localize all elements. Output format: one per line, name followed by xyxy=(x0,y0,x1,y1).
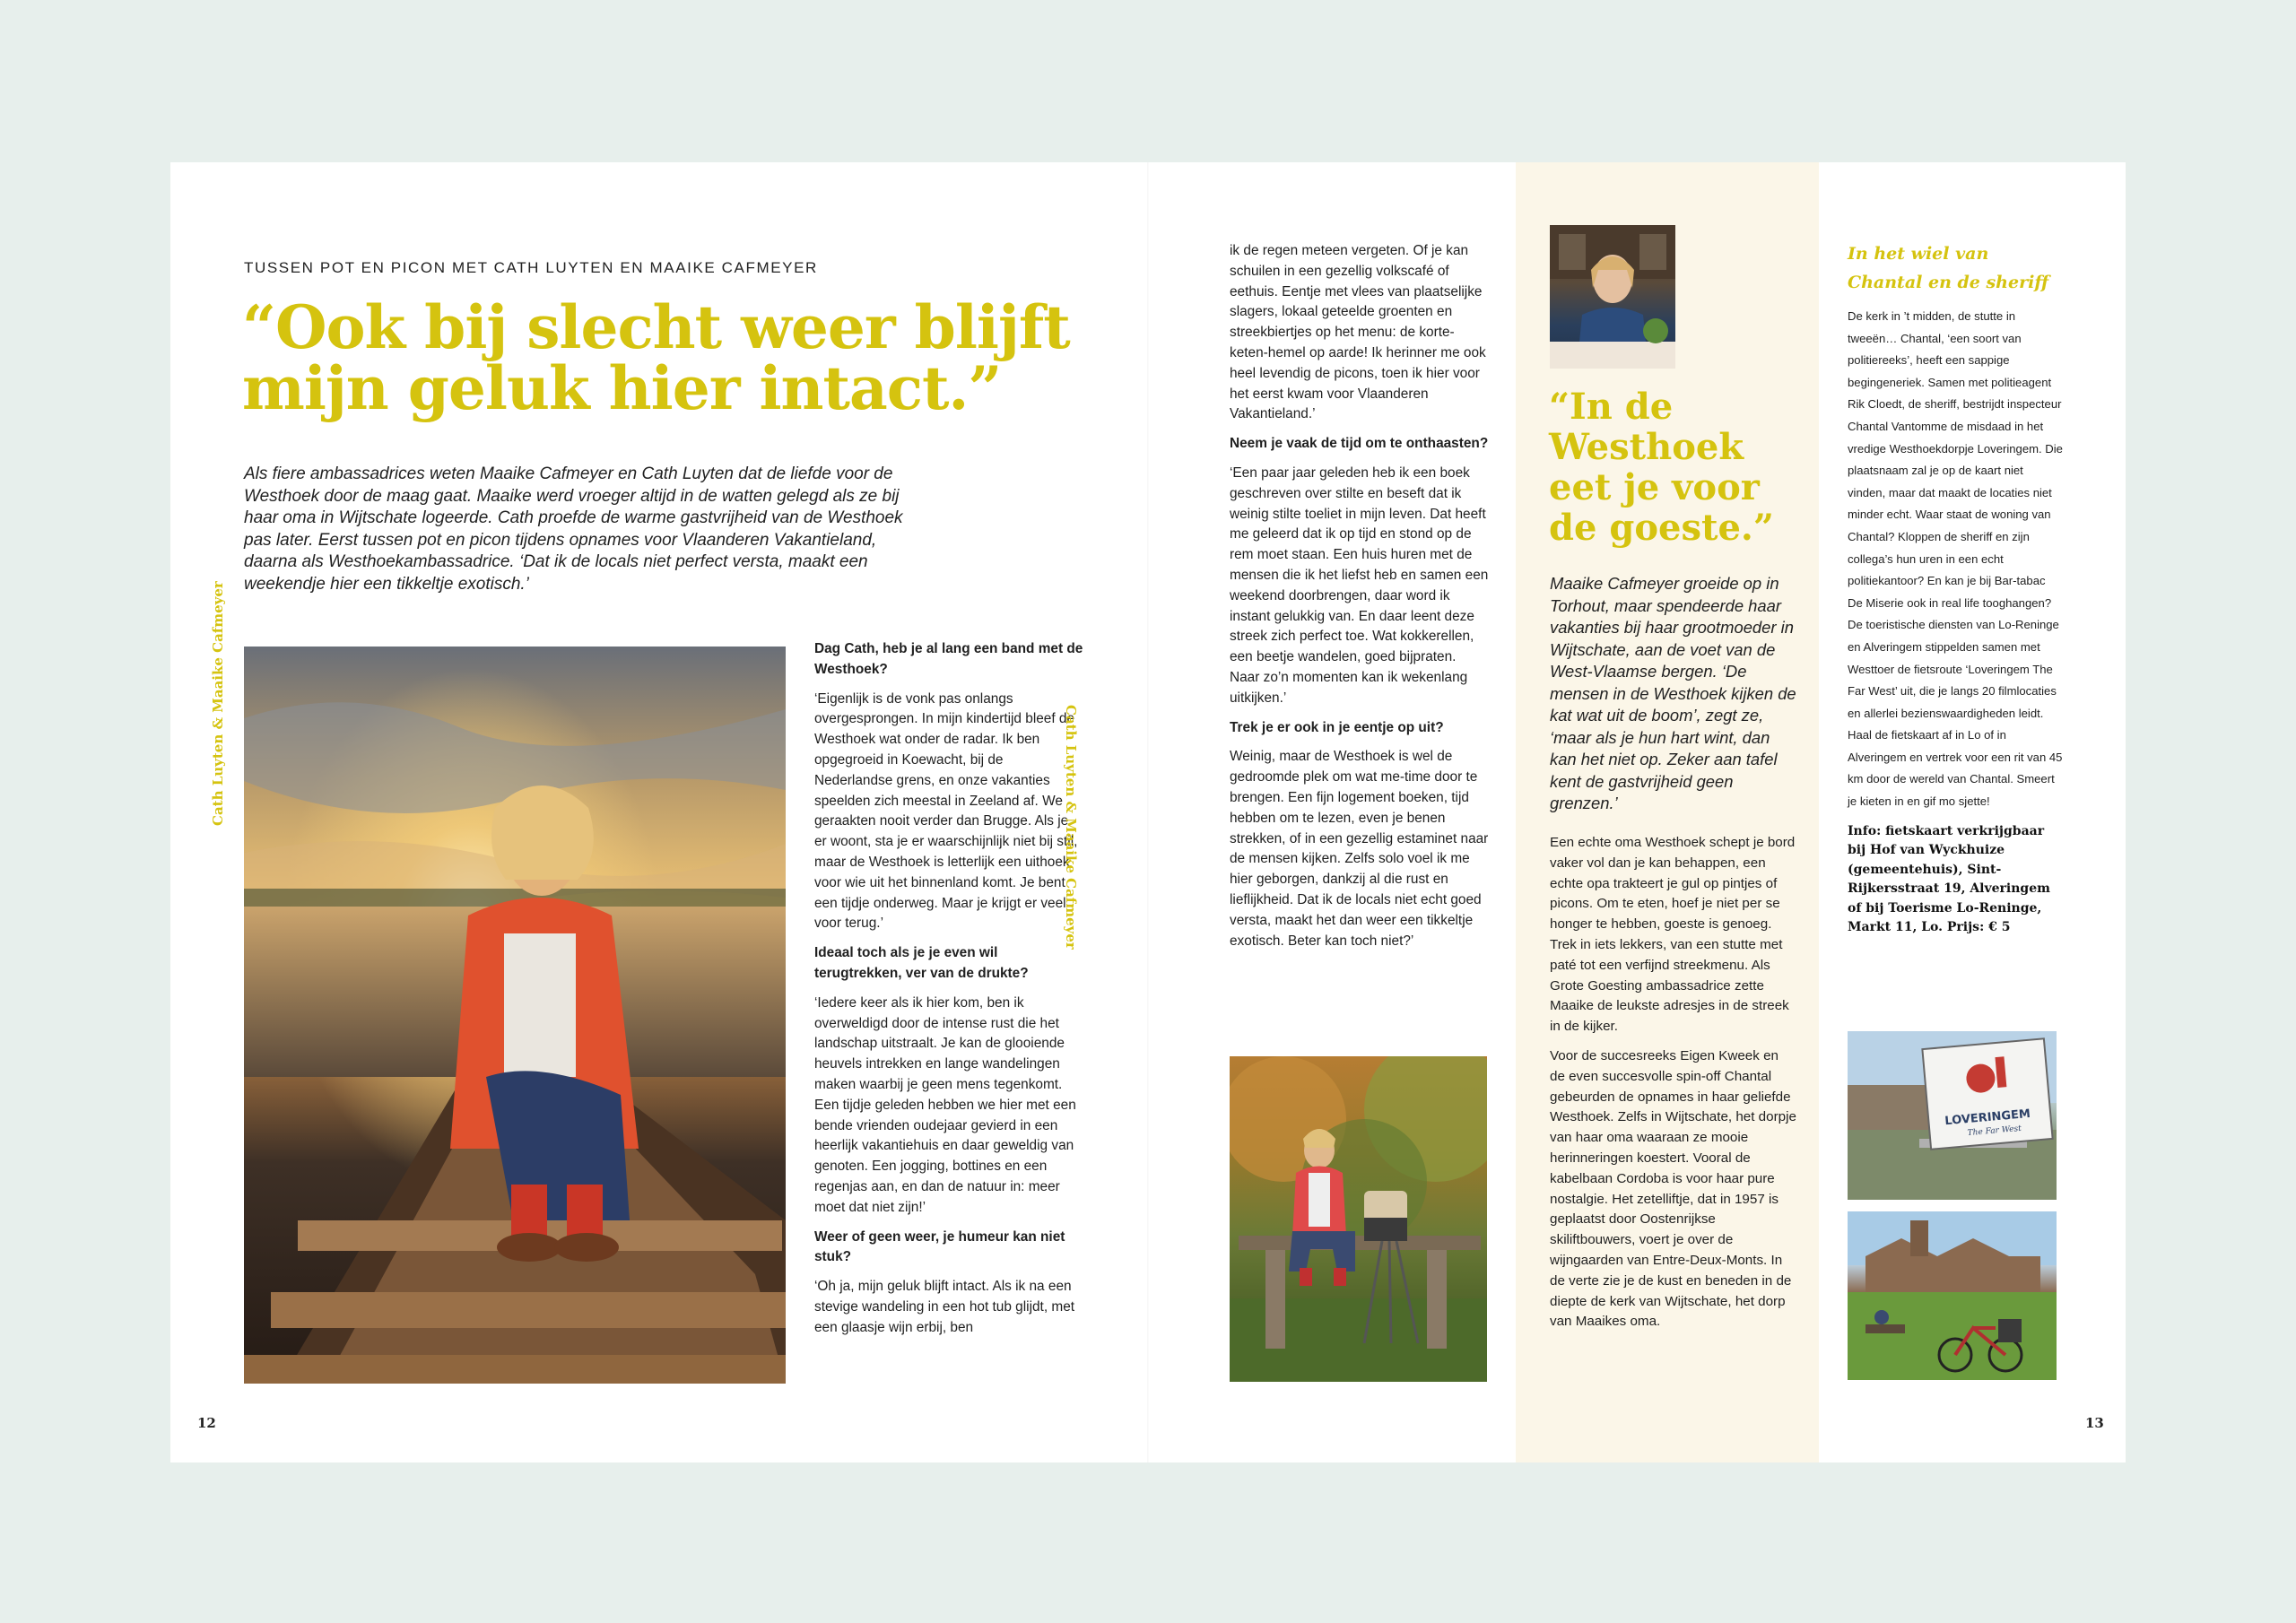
sign-photo-illustration xyxy=(1848,1031,2057,1200)
interview-answer: ‘Iedere keer als ik hier kom, ben ik overweldigd door de intense rust die het landschap uitstraalt. Je kan de glooiende heuvels intrekken en lange wandelingen maken waarbij je geen mens tegenkomt. Een tijdje geleden hebben we hier met een bende vrienden oudejaar gevierd in een heerlijk vakantiehuis en daar geweldig van genoten. Een jogging, bottines en een regenjas aan, en dan de natuur in: meer moet dat niet zijn!’ xyxy=(814,994,1076,1215)
headline-line-2: mijn geluk hier intact.” xyxy=(242,353,1002,423)
article-column-1 xyxy=(814,639,1083,1348)
interview-question: Weer of geen weer, je humeur kan niet stuk? xyxy=(814,1228,1065,1265)
interview-question: Neem je vaak de tijd om te onthaasten? xyxy=(1230,436,1489,452)
page-number-right: 13 xyxy=(2085,1415,2104,1431)
interview-answer: ‘Eigenlijk is de vonk pas onlangs overgesprongen. In mijn kindertijd bleef de Westhoek wat onder de radar. Ik ben opgegroeid in Koewacht, bij de Nederlandse grens, en onze vakanties speelden zich meestal in Zeeland af. We geraakten nooit verder dan Brugge. Als je er woont, sta je er waarschijnlijk niet bij stil, maar de Westhoek is letterlijk een uithoek voor wie uit het binnenland komt. Je bent een tijdje onderweg. Maar je krijgt er veel voor terug.’ xyxy=(814,690,1078,932)
bench-photo-illustration xyxy=(1230,1056,1487,1382)
magazine-spread xyxy=(170,162,2126,1462)
interview-answer: Weinig, maar de Westhoek is wel de gedroomde plek om wat me-time door te brengen. Een fijn logement boeken, tijd hebben om te lezen, even je benen strekken, of in een gezellig estaminet naar de mensen kijken. Zelfs solo voel ik me hier geborgen, dankzij al die rust en lieflijkheid. Dat ik de locals niet echt goed versta, maakt het dan weer een tikkeltje exotisch. Beter kan toch niet?’ xyxy=(1230,749,1489,949)
photo-loveringem-sign xyxy=(1848,1031,2057,1200)
interview-answer: ‘Een paar jaar geleden heb ik een boek geschreven over stilte en beseft dat ik weinig stilte toeliet in mijn leven. Dat heeft me geleerd dat ik op tijd en stond op de rem moet staan. Een huis huren met de mensen die ik het liefst heb en samen een weekend doorbrengen, daar word ik instant gelukkig van. En daar leent deze streek zich perfect toe. Wat kokkerellen, een beetje wandelen, goed bijpraten. Naar zo’n momenten kan ik wekenlang uitkijken.’ xyxy=(1230,464,1489,706)
sidebar-text: De kerk in ’t midden, de stutte in tweeën… Chantal, ‘een soort van politiereeks’, heeft een sappige begingeneriek. Samen met politieagent Rik Cloedt, de sheriff, bestrijdt inspecteur Chantal Vantomme de misdaad in het vredige Westhoekdorpje Loveringem. Die plaatsnaam zal je op de kaart niet vinden, maar dat maakt de locaties niet minder echt. Waar staat de woning van Chantal? Kloppen de sheriff en zijn collega’s hun uren in een echt politiekantoor? En kan je bij Bar-tabac De Miserie ook in real life tooghangen? De toeristische diensten van Lo-Reninge en Alveringem stippelden samen met Westtoer de fietsroute ‘Loveringem The Far West’ uit, die je langs 20 filmlocaties en allerlei bezienswaardigheden leidt. Haal de fietskaart af in Lo of in Alveringem en vertrek voor een rit van 45 km door de wereld van Chantal. Smeert je kieten in en gif mo sjette! xyxy=(1848,309,2063,809)
page-gutter xyxy=(1147,162,1149,1462)
kicker: TUSSEN POT EN PICON MET CATH LUYTEN EN MAAIKE CAFMEYER xyxy=(244,259,818,276)
interview-question: Dag Cath, heb je al lang een band met de Westhoek? xyxy=(814,641,1083,677)
page-number-left: 12 xyxy=(197,1415,216,1431)
sidebar-title xyxy=(1848,239,2072,297)
portrait-illustration xyxy=(1550,225,1675,369)
sidebar-title-line-2: Chantal en de sheriff xyxy=(1848,273,2049,292)
left-page xyxy=(170,162,1148,1462)
article-column-3 xyxy=(1550,833,1796,1341)
photo-woman-on-bench xyxy=(1230,1056,1487,1382)
headline-line-1: “Ook bij slecht weer blijft xyxy=(242,292,1070,362)
sidebar-info: Info: fietskaart verkrijgbaar bij Hof van Wyckhuize (gemeentehuis), Sint-Rijkersstraat 19, Alveringem of bij Toerisme Lo-Reninge, Markt 11, Lo. Prijs: € 5 xyxy=(1848,823,2050,935)
article-column-2 xyxy=(1230,241,1490,960)
photo-woman-in-boat xyxy=(244,647,786,1384)
interview-answer: ‘Oh ja, mijn geluk blijft intact. Als ik na een stevige wandeling in een hot tub glijdt, met een glaasje wijn erbij, ben xyxy=(814,1279,1075,1335)
headline xyxy=(242,292,1103,423)
church-photo-illustration xyxy=(1848,1211,2057,1380)
side-label-left: Cath Luyten & Maaike Cafmeyer xyxy=(210,581,226,826)
sign-subtext: The Far West xyxy=(1967,1124,2022,1139)
interview-answer: ik de regen meteen vergeten. Of je kan schuilen in een gezellig volkscafé of eethuis. Eentje met vlees van plaatselijke slagers, lokaal geteelde groenten en streekbiertjes op het menu: de korte-keten-hemel op aarde! Ik herinner me ook heel levendig de picons, toen ik hier voor het eerst kwam voor Vlaanderen Vakantieland.’ xyxy=(1230,243,1486,422)
pull-quote: “In de Westhoek eet je voor de goeste.” xyxy=(1549,386,1774,549)
sidebar-title-line-1: In het wiel van xyxy=(1848,244,1989,264)
body-paragraph: Voor de succesreeks Eigen Kweek en de even succesvolle spin-off Chantal gebeurden de opnames in haar geliefde Westhoek. Zelfs in Wijtschate, het dorpje van haar oma waaraan ze mooie herinneringen koestert. Vooral de kabelbaan Cordoba is voor haar pure nostalgie. Het zetelliftje, dat in 1957 is geplaatst door Oostenrijkse skiliftbouwers, voert je over de wijngaarden van Entre-Deux-Monts. In de verte zie je de kust en beneden in de diepte de kerk van Wijtschate, het dorp van Maaikes oma. xyxy=(1550,1047,1796,1330)
photo-church-bicycle xyxy=(1848,1211,2057,1380)
photo-maaike-portrait xyxy=(1550,225,1675,369)
intro-paragraph: Als fiere ambassadrices weten Maaike Cafmeyer en Cath Luyten dat de liefde voor de Westhoek door de maag gaat. Maaike werd vroeger altijd in de watten gelegd als ze bij haar oma in Wijtschate logeerde. Cath proefde de warme gastvrijheid van de Westhoek pas later. Eerst tussen pot en picon tijdens opnames voor Vlaanderen Vakantieland, daarna als Westhoekambassadrice. ‘Dat ik de locals niet perfect versta, maakt een weekendje hier een tikkeltje exotisch.’ xyxy=(244,464,903,594)
sign-text: LOVERINGEM xyxy=(1944,1107,2031,1129)
interview-question: Trek je er ook in je eentje op uit? xyxy=(1230,719,1444,735)
sidebar-column xyxy=(1848,306,2063,938)
body-paragraph: Een echte oma Westhoek schept je bord vaker vol dan je kan behappen, een echte opa trakteert je gul op pintjes of picons. Om te eten, hoef je niet per se honger te hebben, goeste is genoeg. Trek in iets lekkers, van een stutte met paté tot een verfijnd streekmenu. Als Grote Goesting ambassadrice zette Maaike de leukste adresjes in de streek in de kijker. xyxy=(1550,835,1796,1035)
interview-question: Ideaal toch als je je even wil terugtrekken, ver van de drukte? xyxy=(814,945,1029,981)
boat-photo-illustration xyxy=(244,647,786,1384)
side-label-right: Cath Luyten & Maaike Cafmeyer xyxy=(1063,705,1079,950)
quote-intro-paragraph: Maaike Cafmeyer groeide op in Torhout, maar spendeerde haar vakanties bij haar grootmoeder in Wijtschate, aan de voet van de West-Vlaamse bergen. ‘De mensen in de Westhoek kijken de kat wat uit de boom’, zegt ze, ‘maar als je hun hart wint, dan kan het niet op. Zeker aan tafel kent de gastvrijheid geen grenzen.’ xyxy=(1550,574,1796,812)
